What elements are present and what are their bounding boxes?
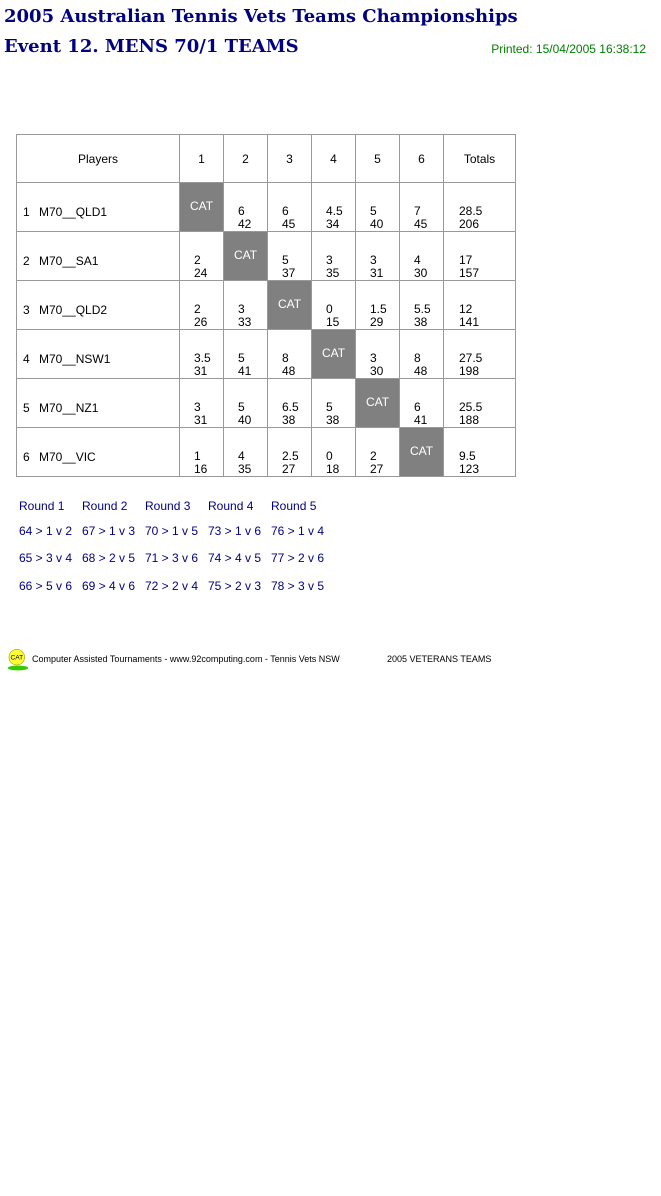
player-cell (17, 428, 180, 477)
event-title: Event 12. MENS 70/1 TEAMS (4, 36, 299, 57)
score-points: 6 (414, 400, 421, 414)
score-cell (268, 379, 312, 428)
total-games: 157 (459, 266, 480, 280)
score-games: 45 (414, 217, 428, 231)
team-number: 5 (23, 401, 30, 415)
score-games: 38 (282, 413, 296, 427)
round-match: 75 > 2 v 3 (208, 579, 262, 593)
player-cell (17, 281, 180, 330)
header-team-6: 6 (400, 135, 444, 183)
score-points: 4 (414, 253, 421, 267)
score-points: 5 (238, 400, 245, 414)
team-name (17, 330, 179, 366)
score-points: 1 (194, 449, 201, 463)
total-games: 188 (459, 413, 480, 427)
score-games: 48 (414, 364, 428, 378)
team-name (17, 379, 179, 415)
team-label: M70__VIC (39, 450, 96, 464)
score-games: 37 (282, 266, 296, 280)
score-cell (356, 428, 400, 477)
table-row (17, 330, 516, 379)
total-points: 9.5 (459, 449, 476, 463)
score-cell (400, 232, 444, 281)
score-points: 4 (238, 449, 245, 463)
score-cell (224, 428, 268, 477)
score-cell (356, 232, 400, 281)
player-cell (17, 330, 180, 379)
score-points: 0 (326, 449, 333, 463)
score-cell (224, 379, 268, 428)
table-header-row (17, 135, 516, 183)
score-games: 31 (370, 266, 384, 280)
total-games: 206 (459, 217, 480, 231)
score-games: 29 (370, 315, 384, 329)
score-points: 8 (282, 351, 289, 365)
score-games: 41 (414, 413, 428, 427)
round-match: 73 > 1 v 6 (208, 524, 262, 538)
total-points: 27.5 (459, 351, 483, 365)
score-games: 27 (282, 462, 296, 476)
player-cell (17, 379, 180, 428)
score-points: 6 (238, 204, 245, 218)
score-points: 3.5 (194, 351, 211, 365)
team-label: M70__NZ1 (39, 401, 99, 415)
score-points: 2 (194, 302, 201, 316)
header-team-5: 5 (356, 135, 400, 183)
score-points: 4.5 (326, 204, 343, 218)
score-games: 31 (194, 413, 208, 427)
round-match: 76 > 1 v 4 (271, 524, 325, 538)
score-cell (312, 281, 356, 330)
total-cell (444, 330, 516, 379)
cat-logo-icon (6, 647, 30, 671)
team-number: 6 (23, 450, 30, 464)
score-cell (356, 281, 400, 330)
total-games: 141 (459, 315, 480, 329)
round-match: 65 > 3 v 4 (19, 551, 73, 565)
total-points: 28.5 (459, 204, 483, 218)
score-cell (224, 281, 268, 330)
total-points: 12 (459, 302, 473, 316)
round-match: 70 > 1 v 5 (145, 524, 199, 538)
footer-event-label: 2005 VETERANS TEAMS (387, 654, 492, 664)
header-team-4: 4 (312, 135, 356, 183)
cat-label: CAT (233, 248, 258, 262)
score-cell (268, 330, 312, 379)
round-match: 71 > 3 v 6 (145, 551, 199, 565)
score-games: 45 (282, 217, 296, 231)
round-header: Round 1 (19, 499, 65, 513)
total-cell (444, 428, 516, 477)
score-cell (180, 330, 224, 379)
round-match: 67 > 1 v 3 (82, 524, 136, 538)
score-cell (312, 232, 356, 281)
cat-cell (312, 330, 356, 379)
results-table (16, 134, 516, 477)
team-label: M70__SA1 (39, 254, 99, 268)
score-cell (268, 183, 312, 232)
score-points: 5 (326, 400, 333, 414)
printed-timestamp: Printed: 15/04/2005 16:38:12 (491, 42, 646, 56)
cat-cell (356, 379, 400, 428)
score-games: 16 (194, 462, 208, 476)
cat-cell (180, 183, 224, 232)
score-cell (356, 330, 400, 379)
team-name (17, 232, 179, 268)
round-match: 77 > 2 v 6 (271, 551, 325, 565)
cat-cell (224, 232, 268, 281)
score-cell (268, 232, 312, 281)
score-points: 3 (238, 302, 245, 316)
score-games: 35 (238, 462, 252, 476)
team-name (17, 428, 179, 464)
total-points: 25.5 (459, 400, 483, 414)
score-cell (268, 428, 312, 477)
score-cell (180, 232, 224, 281)
table-row (17, 183, 516, 232)
cat-label: CAT (189, 199, 214, 213)
team-number: 1 (23, 205, 30, 219)
score-games: 48 (282, 364, 296, 378)
round-match: 64 > 1 v 2 (19, 524, 73, 538)
score-games: 18 (326, 462, 340, 476)
score-points: 6.5 (282, 400, 299, 414)
player-cell (17, 183, 180, 232)
team-name (17, 281, 179, 317)
score-points: 3 (370, 351, 377, 365)
score-games: 33 (238, 315, 252, 329)
svg-text:CAT: CAT (10, 654, 24, 662)
score-points: 3 (194, 400, 201, 414)
score-games: 26 (194, 315, 208, 329)
score-cell (180, 281, 224, 330)
score-points: 0 (326, 302, 333, 316)
total-games: 198 (459, 364, 480, 378)
team-number: 4 (23, 352, 30, 366)
round-match: 66 > 5 v 6 (19, 579, 73, 593)
score-games: 27 (370, 462, 384, 476)
score-games: 31 (194, 364, 208, 378)
cat-label: CAT (365, 395, 390, 409)
team-name (17, 183, 179, 219)
score-games: 40 (238, 413, 252, 427)
round-match: 68 > 2 v 5 (82, 551, 136, 565)
score-points: 5 (370, 204, 377, 218)
total-cell (444, 183, 516, 232)
score-games: 42 (238, 217, 252, 231)
total-points: 17 (459, 253, 473, 267)
round-match: 72 > 2 v 4 (145, 579, 199, 593)
score-points: 1.5 (370, 302, 387, 316)
table-row (17, 232, 516, 281)
team-number: 2 (23, 254, 30, 268)
team-label: M70__QLD2 (39, 303, 108, 317)
score-points: 2 (194, 253, 201, 267)
table-row (17, 281, 516, 330)
score-games: 38 (326, 413, 340, 427)
score-cell (400, 330, 444, 379)
round-header: Round 3 (145, 499, 191, 513)
header-team-1: 1 (180, 135, 224, 183)
total-cell (444, 379, 516, 428)
round-match: 74 > 4 v 5 (208, 551, 262, 565)
score-points: 8 (414, 351, 421, 365)
player-cell (17, 232, 180, 281)
score-cell (224, 330, 268, 379)
score-games: 38 (414, 315, 428, 329)
header-players: Players (17, 135, 180, 183)
team-label: M70__NSW1 (39, 352, 111, 366)
round-match: 69 > 4 v 6 (82, 579, 136, 593)
total-cell (444, 281, 516, 330)
header-totals: Totals (444, 135, 516, 183)
score-cell (312, 428, 356, 477)
cat-cell (400, 428, 444, 477)
team-label: M70__QLD1 (39, 205, 108, 219)
score-points: 7 (414, 204, 421, 218)
cat-cell (268, 281, 312, 330)
score-points: 3 (370, 253, 377, 267)
score-games: 24 (194, 266, 208, 280)
team-number: 3 (23, 303, 30, 317)
header-team-3: 3 (268, 135, 312, 183)
round-match: 78 > 3 v 5 (271, 579, 325, 593)
score-cell (180, 428, 224, 477)
score-cell (356, 183, 400, 232)
score-games: 34 (326, 217, 340, 231)
round-header: Round 5 (271, 499, 317, 513)
score-points: 2 (370, 449, 377, 463)
score-cell (180, 379, 224, 428)
score-cell (312, 183, 356, 232)
header-team-2: 2 (224, 135, 268, 183)
table-row (17, 428, 516, 477)
cat-label: CAT (409, 444, 434, 458)
total-cell (444, 232, 516, 281)
cat-label: CAT (277, 297, 302, 311)
score-cell (312, 379, 356, 428)
score-points: 3 (326, 253, 333, 267)
total-games: 123 (459, 462, 480, 476)
score-cell (400, 183, 444, 232)
cat-label: CAT (321, 346, 346, 360)
score-points: 5 (282, 253, 289, 267)
score-points: 6 (282, 204, 289, 218)
round-header: Round 4 (208, 499, 254, 513)
score-games: 35 (326, 266, 340, 280)
score-points: 2.5 (282, 449, 299, 463)
score-points: 5.5 (414, 302, 431, 316)
round-header: Round 2 (82, 499, 128, 513)
score-games: 15 (326, 315, 340, 329)
score-games: 41 (238, 364, 252, 378)
score-cell (224, 183, 268, 232)
footer-text: Computer Assisted Tournaments - www.92computing.com - Tennis Vets NSW (32, 654, 340, 664)
page-title: 2005 Australian Tennis Vets Teams Championships (4, 6, 518, 27)
score-games: 40 (370, 217, 384, 231)
score-games: 30 (370, 364, 384, 378)
table-row (17, 379, 516, 428)
score-points: 5 (238, 351, 245, 365)
score-cell (400, 379, 444, 428)
score-cell (400, 281, 444, 330)
score-games: 30 (414, 266, 428, 280)
